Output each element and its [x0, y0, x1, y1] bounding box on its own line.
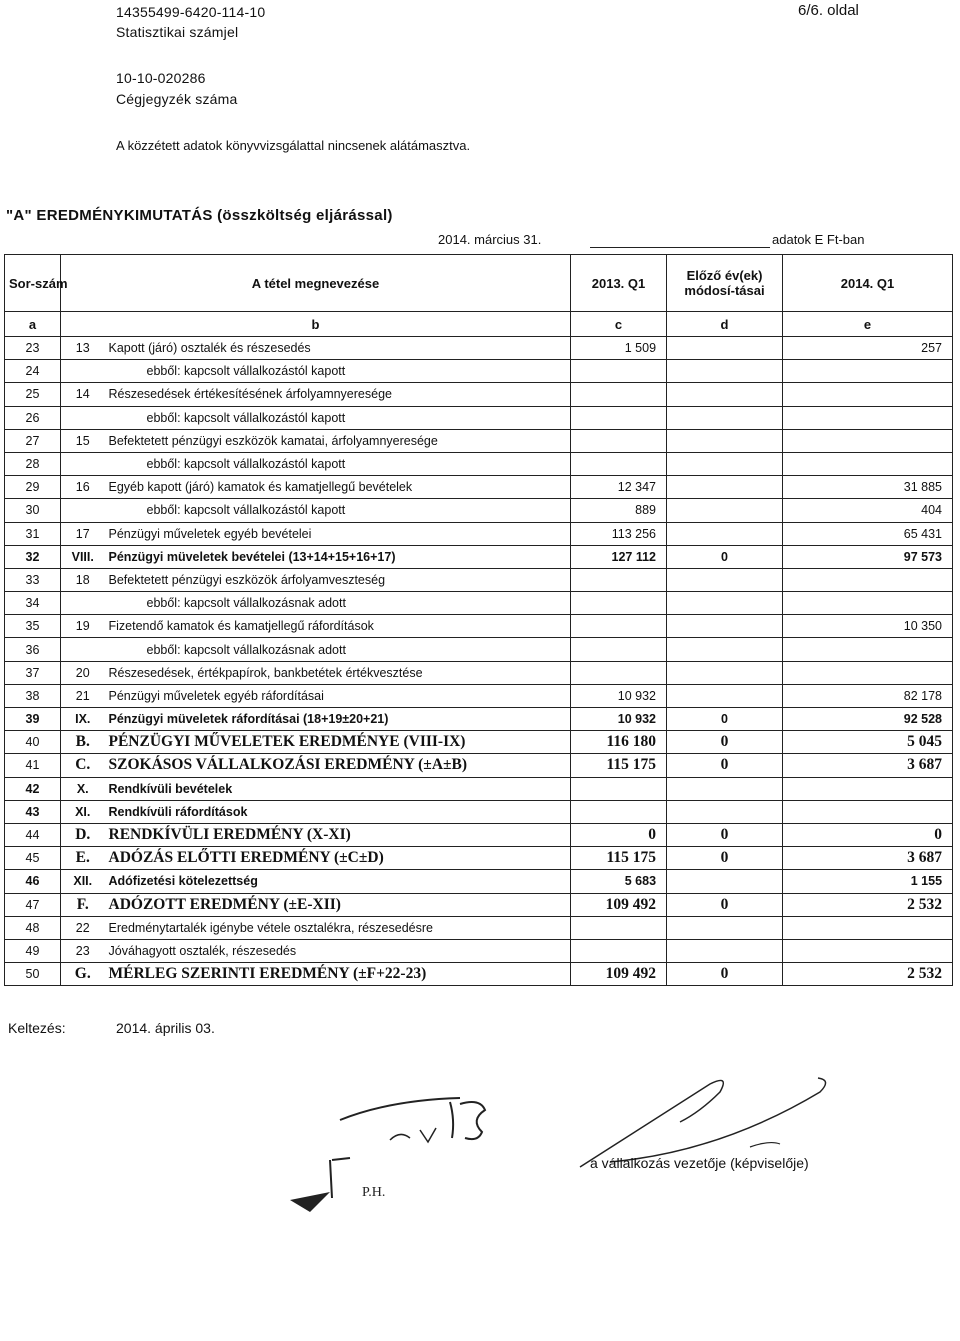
- value-mod: [667, 777, 783, 800]
- value-curr: 2 532: [783, 893, 953, 916]
- value-prev: [571, 638, 667, 661]
- value-mod: [667, 684, 783, 707]
- item-name: Befektetett pénzügyi eszközök árfolyamveszteség: [105, 568, 571, 591]
- item-name: Pénzügyi műveletek egyéb bevételei: [105, 522, 571, 545]
- item-name: Pénzügyi müveletek bevételei (13+14+15+16+17): [105, 545, 571, 568]
- item-name: Eredménytartalék igénybe vétele osztalékra, részesedésre: [105, 916, 571, 939]
- value-curr: 82 178: [783, 684, 953, 707]
- page-number: 6/6. oldal: [798, 2, 859, 19]
- letter-d: d: [667, 312, 783, 337]
- table-row: [5, 847, 953, 870]
- row-number: 41: [5, 754, 61, 777]
- item-code: XI.: [61, 800, 105, 823]
- item-code: [61, 499, 105, 522]
- value-curr: [783, 568, 953, 591]
- item-code: 13: [61, 337, 105, 360]
- value-prev: 0: [571, 823, 667, 846]
- table-row: [5, 916, 953, 939]
- table-row: [5, 684, 953, 707]
- value-mod: [667, 568, 783, 591]
- item-code: [61, 638, 105, 661]
- value-prev: [571, 800, 667, 823]
- value-mod: [667, 800, 783, 823]
- item-name: Részesedések értékesítésének árfolyamnyeresége: [105, 383, 571, 406]
- value-curr: [783, 383, 953, 406]
- item-name: ebből: kapcsolt vállalkozástól kapott: [105, 360, 571, 383]
- registration-label: Cégjegyzék száma: [116, 91, 238, 107]
- table-row: [5, 383, 953, 406]
- item-code: 21: [61, 684, 105, 707]
- item-code: 17: [61, 522, 105, 545]
- value-mod: [667, 592, 783, 615]
- item-name: Rendkívüli ráfordítások: [105, 800, 571, 823]
- value-prev: [571, 383, 667, 406]
- row-number: 25: [5, 383, 61, 406]
- stat-label: Statisztikai számjel: [116, 24, 239, 40]
- value-mod: 0: [667, 731, 783, 754]
- letter-c: c: [571, 312, 667, 337]
- value-prev: [571, 661, 667, 684]
- col-name: A tétel megnevezése: [61, 255, 571, 312]
- table-row: [5, 963, 953, 986]
- letter-e: e: [783, 312, 953, 337]
- row-number: 49: [5, 939, 61, 962]
- row-number: 36: [5, 638, 61, 661]
- value-prev: 127 112: [571, 545, 667, 568]
- item-name: Adófizetési kötelezettség: [105, 870, 571, 893]
- item-name: ebből: kapcsolt vállalkozásnak adott: [105, 638, 571, 661]
- col-prev: 2013. Q1: [571, 255, 667, 312]
- col-curr: 2014. Q1: [783, 255, 953, 312]
- item-name: Egyéb kapott (járó) kamatok és kamatjellegű bevételek: [105, 476, 571, 499]
- row-number: 32: [5, 545, 61, 568]
- value-mod: 0: [667, 754, 783, 777]
- value-prev: 115 175: [571, 754, 667, 777]
- company-stamp: [270, 1080, 510, 1220]
- table-row: [5, 615, 953, 638]
- table-row: [5, 452, 953, 475]
- row-number: 37: [5, 661, 61, 684]
- table-row: [5, 731, 953, 754]
- item-code: 23: [61, 939, 105, 962]
- item-code: C.: [61, 754, 105, 777]
- item-code: 20: [61, 661, 105, 684]
- item-code: VIII.: [61, 545, 105, 568]
- row-number: 46: [5, 870, 61, 893]
- value-prev: 10 932: [571, 684, 667, 707]
- item-code: 15: [61, 429, 105, 452]
- value-prev: [571, 777, 667, 800]
- value-prev: 109 492: [571, 963, 667, 986]
- table-row: [5, 592, 953, 615]
- value-prev: [571, 568, 667, 591]
- value-prev: 5 683: [571, 870, 667, 893]
- table-row: [5, 777, 953, 800]
- value-prev: 889: [571, 499, 667, 522]
- table-row: [5, 661, 953, 684]
- row-number: 23: [5, 337, 61, 360]
- table-row: [5, 893, 953, 916]
- column-header-row: [5, 255, 953, 312]
- row-number: 44: [5, 823, 61, 846]
- value-prev: 10 932: [571, 708, 667, 731]
- value-curr: [783, 661, 953, 684]
- table-row: [5, 708, 953, 731]
- date-value: 2014. április 03.: [116, 1020, 215, 1036]
- value-mod: 0: [667, 963, 783, 986]
- value-mod: [667, 337, 783, 360]
- value-curr: 0: [783, 823, 953, 846]
- unit-label: adatok E Ft-ban: [772, 232, 865, 247]
- value-mod: 0: [667, 708, 783, 731]
- value-curr: [783, 406, 953, 429]
- value-curr: [783, 800, 953, 823]
- table-row: [5, 870, 953, 893]
- item-code: IX.: [61, 708, 105, 731]
- row-number: 47: [5, 893, 61, 916]
- table-row: [5, 522, 953, 545]
- value-prev: [571, 615, 667, 638]
- value-mod: 0: [667, 893, 783, 916]
- row-number: 40: [5, 731, 61, 754]
- letter-b: b: [61, 312, 571, 337]
- value-mod: 0: [667, 545, 783, 568]
- registration-number: 10-10-020286: [116, 70, 206, 86]
- letter-a: a: [5, 312, 61, 337]
- item-name: ADÓZÁS ELŐTTI EREDMÉNY (±C±D): [105, 847, 571, 870]
- row-number: 48: [5, 916, 61, 939]
- item-code: 16: [61, 476, 105, 499]
- row-number: 45: [5, 847, 61, 870]
- value-curr: 404: [783, 499, 953, 522]
- item-name: Részesedések, értékpapírok, bankbetétek értékvesztése: [105, 661, 571, 684]
- table-row: [5, 360, 953, 383]
- row-number: 30: [5, 499, 61, 522]
- value-mod: [667, 870, 783, 893]
- item-name: Pénzügyi műveletek egyéb ráfordításai: [105, 684, 571, 707]
- value-curr: 92 528: [783, 708, 953, 731]
- item-name: ebből: kapcsolt vállalkozástól kapott: [105, 452, 571, 475]
- value-mod: 0: [667, 823, 783, 846]
- table-row: [5, 429, 953, 452]
- item-name: PÉNZÜGYI MŰVELETEK EREDMÉNYE (VIII-IX): [105, 731, 571, 754]
- item-code: D.: [61, 823, 105, 846]
- value-mod: [667, 522, 783, 545]
- date-underline: [590, 247, 770, 248]
- table-row: [5, 568, 953, 591]
- table-row: [5, 337, 953, 360]
- value-curr: [783, 939, 953, 962]
- statement-date: 2014. március 31.: [438, 232, 542, 247]
- item-name: ebből: kapcsolt vállalkozásnak adott: [105, 592, 571, 615]
- item-name: Fizetendő kamatok és kamatjellegű ráfordítások: [105, 615, 571, 638]
- value-mod: [667, 661, 783, 684]
- row-number: 29: [5, 476, 61, 499]
- value-mod: [667, 638, 783, 661]
- item-name: Rendkívüli bevételek: [105, 777, 571, 800]
- table-row: [5, 754, 953, 777]
- value-curr: [783, 592, 953, 615]
- row-number: 42: [5, 777, 61, 800]
- signatory-label: a vállalkozás vezetője (képviselője): [590, 1155, 809, 1171]
- item-name: ebből: kapcsolt vállalkozástól kapott: [105, 406, 571, 429]
- item-name: SZOKÁSOS VÁLLALKOZÁSI EREDMÉNY (±A±B): [105, 754, 571, 777]
- item-code: 18: [61, 568, 105, 591]
- value-curr: [783, 429, 953, 452]
- value-curr: 97 573: [783, 545, 953, 568]
- value-prev: [571, 360, 667, 383]
- item-code: 22: [61, 916, 105, 939]
- row-number: 31: [5, 522, 61, 545]
- table-row: [5, 499, 953, 522]
- value-mod: [667, 615, 783, 638]
- value-curr: [783, 638, 953, 661]
- value-prev: [571, 429, 667, 452]
- col-mod: Előző év(ek) módosí-tásai: [667, 255, 783, 312]
- item-code: [61, 406, 105, 429]
- item-name: MÉRLEG SZERINTI EREDMÉNY (±F+22-23): [105, 963, 571, 986]
- value-curr: [783, 916, 953, 939]
- value-prev: 113 256: [571, 522, 667, 545]
- table-row: [5, 638, 953, 661]
- value-prev: 1 509: [571, 337, 667, 360]
- item-code: [61, 452, 105, 475]
- value-mod: [667, 452, 783, 475]
- value-mod: [667, 939, 783, 962]
- item-code: [61, 592, 105, 615]
- item-name: Kapott (járó) osztalék és részesedés: [105, 337, 571, 360]
- value-curr: 3 687: [783, 847, 953, 870]
- item-code: 19: [61, 615, 105, 638]
- item-name: ADÓZOTT EREDMÉNY (±E-XII): [105, 893, 571, 916]
- stat-code: 14355499-6420-114-10: [116, 4, 266, 20]
- value-curr: 2 532: [783, 963, 953, 986]
- value-curr: 1 155: [783, 870, 953, 893]
- value-curr: [783, 777, 953, 800]
- item-name: Jóváhagyott osztalék, részesedés: [105, 939, 571, 962]
- item-code: E.: [61, 847, 105, 870]
- audit-notice: A közzétett adatok könyvvizsgálattal nincsenek alátámasztva.: [116, 138, 471, 153]
- item-code: G.: [61, 963, 105, 986]
- row-number: 43: [5, 800, 61, 823]
- value-mod: [667, 383, 783, 406]
- item-name: Befektetett pénzügyi eszközök kamatai, árfolyamnyeresége: [105, 429, 571, 452]
- value-mod: [667, 360, 783, 383]
- value-curr: 257: [783, 337, 953, 360]
- row-number: 39: [5, 708, 61, 731]
- table-row: [5, 823, 953, 846]
- date-label: Keltezés:: [8, 1020, 66, 1036]
- item-code: X.: [61, 777, 105, 800]
- stamp-ph-text: P.H.: [362, 1185, 386, 1200]
- row-number: 35: [5, 615, 61, 638]
- value-prev: 115 175: [571, 847, 667, 870]
- value-prev: [571, 939, 667, 962]
- row-number: 50: [5, 963, 61, 986]
- value-mod: [667, 476, 783, 499]
- value-prev: [571, 406, 667, 429]
- value-mod: [667, 429, 783, 452]
- value-prev: 12 347: [571, 476, 667, 499]
- item-code: [61, 360, 105, 383]
- value-mod: 0: [667, 847, 783, 870]
- value-curr: [783, 360, 953, 383]
- value-curr: 10 350: [783, 615, 953, 638]
- item-code: XII.: [61, 870, 105, 893]
- value-curr: 31 885: [783, 476, 953, 499]
- value-mod: [667, 499, 783, 522]
- item-name: ebből: kapcsolt vállalkozástól kapott: [105, 499, 571, 522]
- item-code: 14: [61, 383, 105, 406]
- statement-title: "A" EREDMÉNYKIMUTATÁS (összköltség eljárással): [6, 207, 393, 224]
- value-prev: [571, 592, 667, 615]
- value-prev: 109 492: [571, 893, 667, 916]
- table-row: [5, 939, 953, 962]
- value-prev: [571, 452, 667, 475]
- row-number: 24: [5, 360, 61, 383]
- row-number: 26: [5, 406, 61, 429]
- value-mod: [667, 406, 783, 429]
- row-number: 27: [5, 429, 61, 452]
- table-row: [5, 406, 953, 429]
- value-prev: 116 180: [571, 731, 667, 754]
- value-curr: 65 431: [783, 522, 953, 545]
- item-name: Pénzügyi müveletek ráfordításai (18+19±20+21): [105, 708, 571, 731]
- item-code: F.: [61, 893, 105, 916]
- table-row: [5, 476, 953, 499]
- row-number: 33: [5, 568, 61, 591]
- value-curr: 3 687: [783, 754, 953, 777]
- value-mod: [667, 916, 783, 939]
- table-row: [5, 545, 953, 568]
- row-number: 34: [5, 592, 61, 615]
- row-number: 28: [5, 452, 61, 475]
- item-code: B.: [61, 731, 105, 754]
- value-prev: [571, 916, 667, 939]
- value-curr: 5 045: [783, 731, 953, 754]
- item-name: RENDKÍVÜLI EREDMÉNY (X-XI): [105, 823, 571, 846]
- column-letter-row: [5, 312, 953, 337]
- table-row: [5, 800, 953, 823]
- value-curr: [783, 452, 953, 475]
- row-number: 38: [5, 684, 61, 707]
- income-statement-table: [4, 254, 953, 986]
- col-sorszam: Sor-szám: [5, 255, 61, 312]
